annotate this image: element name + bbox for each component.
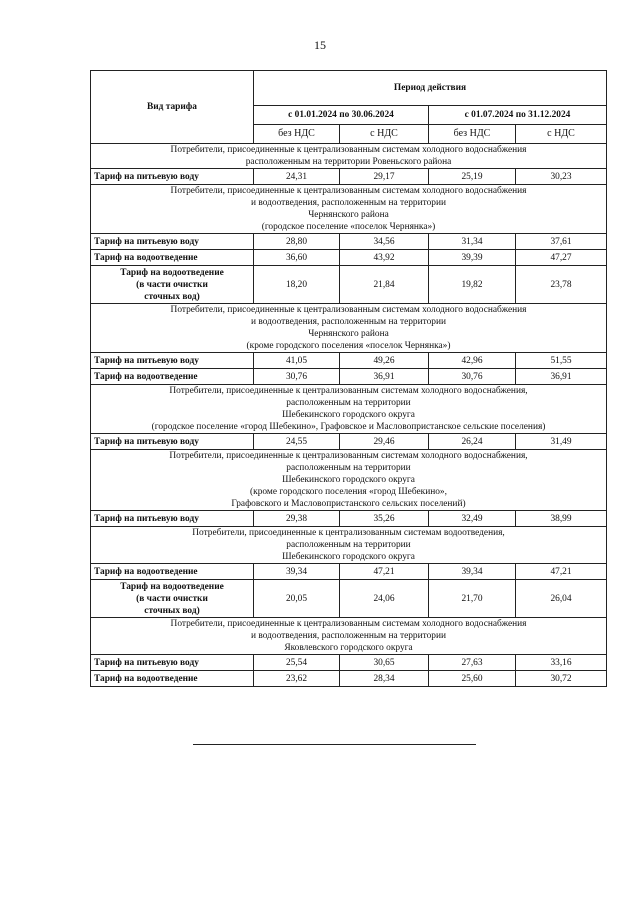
tariff-value: 26,24 [429, 434, 516, 450]
tariff-row [91, 434, 607, 450]
tariff-label: Тариф на питьевую воду [91, 353, 254, 369]
tariff-value: 23,78 [516, 266, 607, 304]
tariff-label: Тариф на питьевую воду [91, 511, 254, 527]
period2-header: с 01.07.2024 по 31.12.2024 [429, 106, 607, 125]
section-caption [91, 527, 607, 564]
tariff-value: 31,34 [429, 234, 516, 250]
tariff-value: 47,21 [516, 564, 607, 580]
section-caption-line: Потребители, присоединенные к централизованным системам холодного водоснабжения, [169, 451, 528, 461]
tariff-row [91, 169, 607, 185]
tariff-table-body [91, 71, 607, 687]
tariff-value: 47,27 [516, 250, 607, 266]
tariff-label: Тариф на водоотведение [91, 671, 254, 687]
tariff-value: 24,06 [340, 580, 429, 618]
footer-divider [193, 744, 476, 745]
tariff-value: 28,80 [254, 234, 340, 250]
tariff-value: 30,76 [254, 369, 340, 385]
tariff-value: 31,49 [516, 434, 607, 450]
without-vat-header: без НДС [429, 125, 516, 144]
tariff-row [91, 580, 607, 618]
section-caption-line: Шебекинского городского округа [282, 410, 415, 420]
tariff-label: Тариф на питьевую воду [91, 655, 254, 671]
tariff-row [91, 266, 607, 304]
section-caption-line: Потребители, присоединенные к централизованным системам холодного водоснабжения [170, 145, 527, 155]
tariff-value: 30,65 [340, 655, 429, 671]
tariff-value: 21,84 [340, 266, 429, 304]
tariff-row [91, 353, 607, 369]
tariff-value: 19,82 [429, 266, 516, 304]
section-caption-line: Чернянского района [308, 210, 389, 220]
page-number: 15 [314, 38, 326, 52]
section-caption-line: Графовского и Масловопристанского сельских поселений) [231, 499, 466, 509]
tariff-value: 28,34 [340, 671, 429, 687]
without-vat-header: без НДС [254, 125, 340, 144]
section-caption-line: Яковлевского городского округа [284, 643, 413, 653]
header-row-period [91, 71, 607, 106]
tariff-value: 30,23 [516, 169, 607, 185]
section-caption-line: Чернянского района [308, 329, 389, 339]
tariff-row [91, 511, 607, 527]
tariff-value: 30,76 [429, 369, 516, 385]
tariff-value: 39,34 [254, 564, 340, 580]
tariff-label: Тариф на водоотведение [91, 369, 254, 385]
tariff-label: Тариф на водоотведение [91, 250, 254, 266]
tariff-label [91, 580, 254, 618]
tariff-label: Тариф на питьевую воду [91, 169, 254, 185]
tariff-label: Тариф на питьевую воду [91, 434, 254, 450]
tariff-value: 36,91 [516, 369, 607, 385]
section-caption-line: (кроме городского поселения «поселок Чернянка») [246, 341, 451, 351]
tariff-value: 25,54 [254, 655, 340, 671]
tariff-label: Тариф на водоотведение [91, 564, 254, 580]
section-caption-line: расположенным на территории Ровеньского района [245, 157, 452, 167]
tariff-row [91, 369, 607, 385]
period-header: Период действия [254, 71, 607, 106]
tariff-value: 37,61 [516, 234, 607, 250]
tariff-value: 29,17 [340, 169, 429, 185]
section-header-row [91, 618, 607, 655]
section-header-row [91, 304, 607, 353]
section-caption-line: Потребители, присоединенные к централизованным системам водоотведения, [192, 528, 505, 538]
with-vat-header: с НДС [340, 125, 429, 144]
section-caption [91, 144, 607, 169]
tariff-value: 29,38 [254, 511, 340, 527]
tariff-value: 24,55 [254, 434, 340, 450]
with-vat-header: с НДС [516, 125, 607, 144]
section-caption-line: Потребители, присоединенные к централизованным системам холодного водоснабжения [170, 186, 527, 196]
tariff-value: 41,05 [254, 353, 340, 369]
tariff-value: 33,16 [516, 655, 607, 671]
period1-header: с 01.01.2024 по 30.06.2024 [254, 106, 429, 125]
tariff-label-line: сточных вод) [144, 605, 200, 616]
section-caption-line: Шебекинского городского округа [282, 552, 415, 562]
section-caption [91, 385, 607, 434]
section-caption [91, 618, 607, 655]
section-caption-line: расположенным на территории [286, 398, 411, 408]
tariff-label: Тариф на питьевую воду [91, 234, 254, 250]
tariff-label-line: Тариф на водоотведение [120, 581, 224, 592]
tariff-label-line: (в части очистки [136, 593, 208, 604]
tariff-label-line: Тариф на водоотведение [120, 267, 224, 278]
tariff-table [90, 70, 607, 687]
tariff-row [91, 234, 607, 250]
tariff-row [91, 655, 607, 671]
tariff-value: 30,72 [516, 671, 607, 687]
section-caption-line: и водоотведения, расположенным на территории [250, 198, 447, 208]
section-caption-line: расположенным на территории [286, 540, 411, 550]
tariff-value: 36,60 [254, 250, 340, 266]
section-caption-line: Потребители, присоединенные к централизованным системам холодного водоснабжения [170, 305, 527, 315]
tariff-value: 21,70 [429, 580, 516, 618]
section-header-row [91, 450, 607, 511]
tariff-value: 32,49 [429, 511, 516, 527]
tariff-value: 51,55 [516, 353, 607, 369]
section-caption-line: (городское поселение «поселок Чернянка») [261, 222, 436, 232]
tariff-value: 43,92 [340, 250, 429, 266]
tariff-value: 25,60 [429, 671, 516, 687]
tariff-value: 20,05 [254, 580, 340, 618]
tariff-row [91, 671, 607, 687]
tariff-value: 18,20 [254, 266, 340, 304]
tariff-label [91, 266, 254, 304]
tariff-value: 42,96 [429, 353, 516, 369]
section-caption [91, 450, 607, 511]
tariff-value: 36,91 [340, 369, 429, 385]
section-caption [91, 185, 607, 234]
tariff-row [91, 250, 607, 266]
section-caption-line: расположенным на территории [286, 463, 411, 473]
section-caption-line: Потребители, присоединенные к централизованным системам холодного водоснабжения, [169, 386, 528, 396]
tariff-value: 35,26 [340, 511, 429, 527]
tariff-value: 24,31 [254, 169, 340, 185]
tariff-row [91, 564, 607, 580]
tariff-label-line: сточных вод) [144, 291, 200, 302]
section-caption-line: Потребители, присоединенные к централизованным системам холодного водоснабжения [170, 619, 527, 629]
section-header-row [91, 144, 607, 169]
tariff-value: 49,26 [340, 353, 429, 369]
tariff-label-line: (в части очистки [136, 279, 208, 290]
tariff-value: 39,34 [429, 564, 516, 580]
tariff-value: 26,04 [516, 580, 607, 618]
tariff-type-header: Вид тарифа [91, 71, 254, 144]
section-header-row [91, 385, 607, 434]
section-caption-line: Шебекинского городского округа [282, 475, 415, 485]
section-caption [91, 304, 607, 353]
tariff-value: 47,21 [340, 564, 429, 580]
tariff-value: 23,62 [254, 671, 340, 687]
section-caption-line: (кроме городского поселения «город Шебекино», [250, 487, 447, 497]
tariff-value: 38,99 [516, 511, 607, 527]
section-header-row [91, 527, 607, 564]
tariff-value: 34,56 [340, 234, 429, 250]
section-caption-line: и водоотведения, расположенным на территории [250, 317, 447, 327]
section-caption-line: (городское поселение «город Шебекино», Графовское и Масловопристанское сельские поселения) [151, 422, 546, 432]
tariff-value: 39,39 [429, 250, 516, 266]
tariff-value: 25,19 [429, 169, 516, 185]
section-caption-line: и водоотведения, расположенным на территории [250, 631, 447, 641]
tariff-value: 27,63 [429, 655, 516, 671]
section-header-row [91, 185, 607, 234]
tariff-value: 29,46 [340, 434, 429, 450]
